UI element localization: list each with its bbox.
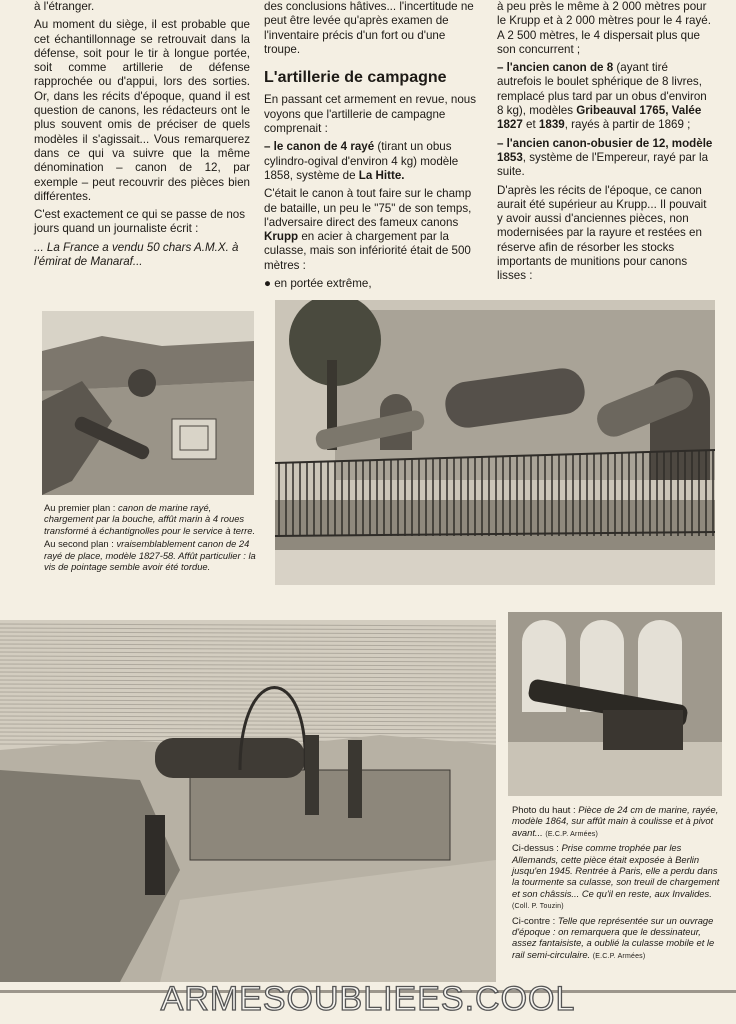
paragraph: à l'étranger. bbox=[34, 0, 95, 13]
caption-entry bbox=[512, 842, 724, 912]
caption-entry bbox=[512, 804, 724, 840]
bold-term: Krupp bbox=[264, 230, 299, 244]
paragraph bbox=[264, 140, 482, 183]
text: , rayés à partir de 1869 ; bbox=[564, 118, 691, 132]
quote: ... La France a vendu 50 chars A.M.X. à l'émirat de Manaraf... bbox=[34, 240, 239, 269]
caption-left bbox=[44, 502, 260, 574]
text: (ayant tiré autrefois le boulet sphérique de 8 livres, remplacé plus tard par un obus d'environ 8 kg), modèles bbox=[497, 61, 707, 118]
caption-entry bbox=[44, 502, 260, 536]
text-column-1 bbox=[34, 0, 250, 273]
paragraph bbox=[264, 187, 482, 273]
watermark: ARMESOUBLIEES.COOL bbox=[160, 980, 576, 1018]
caption-entry bbox=[44, 538, 260, 572]
text: (tirant un obus cylindro-ogival d'environ 4 kg) modèle 1858, système de bbox=[264, 140, 459, 182]
bold-term: La Hitte. bbox=[358, 168, 405, 182]
photo-invalides-cannons bbox=[275, 300, 715, 585]
paragraph bbox=[497, 137, 713, 180]
bold-term: – le canon de 4 rayé bbox=[264, 140, 375, 154]
paragraph: En passant cet armement en revue, nous voyons que l'artillerie de campagne comprenait : bbox=[264, 93, 477, 136]
text-column-3 bbox=[497, 0, 713, 288]
text: C'était le canon à tout faire sur le champ de bataille, un peu le "75" de son temps, l'adversaire direct des fameux canons bbox=[264, 187, 472, 229]
engraving-siege-gun bbox=[0, 620, 496, 982]
caption-label: Ci-dessus : bbox=[512, 842, 559, 854]
text-column-2 bbox=[264, 0, 482, 295]
bold-term: Gribeauval 1765, Valée 1827 bbox=[497, 104, 702, 132]
photo-credit: (E.C.P. Armées) bbox=[545, 830, 599, 838]
paragraph: Au moment du siège, il est probable que cet échantillonnage se retrouvait dans la défense, soit pour le tir à longue portée, soit comme artillerie de défense rapprochée ou d'appui, lors des sorties. Or, dans les récits d'époque, quand il est question de canons, les rédacteurs ont le plus souvent omis de préciser de quels modèles il s'agissait... Vous remarquerez dans ce qui va suivre que la même dénomination – canon de 12, par exemple – peut recouvrir des pièces bien différentes. bbox=[34, 18, 250, 203]
caption-label: Ci-contre : bbox=[512, 914, 556, 926]
caption-text: canon de marine rayé, chargement par la bouche, affût marin à 4 roues transformé à échantignolles pour le service à terre. bbox=[44, 502, 256, 536]
bold-term: – l'ancien canon-obusier de 12, modèle 1853 bbox=[497, 136, 713, 164]
caption-entry bbox=[512, 915, 724, 963]
paragraph: des conclusions hâtives... l'incertitude ne peut être levée qu'après examen de l'inventaire précis d'un fort ou d'une troupe. bbox=[264, 0, 474, 56]
paragraph: C'est exactement ce qui se passe de nos jours quand un journaliste écrit : bbox=[34, 208, 246, 236]
paragraph bbox=[497, 61, 713, 132]
caption-text: Telle que représentée sur un ouvrage d'époque : on remarquera que le dessinateur, assez fantaisiste, a oublié la culasse mobile et le rail semi-circulaire. bbox=[512, 914, 715, 960]
caption-text: Prise comme trophée par les Allemands, cette pièce était exposée à Berlin jusqu'en 1945. Rentrée à Paris, elle a perdu dans la tourmente sa culasse, son treuil de chargement et son châssis... Ce qu'il en reste, aux Invalides. bbox=[512, 842, 720, 899]
paragraph: à peu près le même à 2 000 mètres pour le Krupp et à 2 000 mètres pour le 4 rayé. A 2 500 mètres, le 4 dispersait plus que son concurrent ; bbox=[497, 0, 711, 56]
caption-label: Au second plan : bbox=[44, 538, 114, 550]
caption-label: Photo du haut : bbox=[512, 804, 576, 815]
caption-text: Pièce de 24 cm de marine, rayée, modèle 1864, sur affût main à coulisse et à pivot avant... bbox=[512, 804, 719, 838]
photo-credit: (E.C.P. Armées) bbox=[592, 952, 646, 960]
caption-label: Au premier plan : bbox=[44, 502, 116, 513]
paragraph: D'après les récits de l'époque, ce canon aurait été supérieur au Krupp... Il pouvait y avoir aussi d'anciennes pièces, non modernisées par la rayure et restées en réserve afin de résorber les stocks importants de munitions pour canons lisses : bbox=[497, 183, 707, 283]
caption-text: vraisemblablement canon de 24 rayé de place, modèle 1827-58. Affût particulier : la vis de pointage semble avoir été tordue. bbox=[44, 538, 256, 573]
photo-fort-cannons bbox=[42, 311, 254, 495]
text: en portée extrême, bbox=[274, 277, 372, 291]
bullet-item: ● en portée extrême, bbox=[264, 277, 372, 291]
photo-invalides-arcade bbox=[508, 612, 722, 796]
caption-right bbox=[512, 804, 724, 964]
text: , système de l'Empereur, rayé par la suite. bbox=[497, 150, 709, 179]
bold-term: 1839 bbox=[538, 118, 565, 132]
text: en acier à chargement par la culasse, mais son infériorité était de 500 mètres : bbox=[264, 230, 471, 272]
text: et bbox=[522, 118, 539, 132]
bold-term: – l'ancien canon de 8 bbox=[497, 61, 614, 75]
photo-credit: (Coll. P. Touzin) bbox=[512, 903, 564, 911]
section-heading: L'artillerie de campagne bbox=[264, 69, 447, 87]
